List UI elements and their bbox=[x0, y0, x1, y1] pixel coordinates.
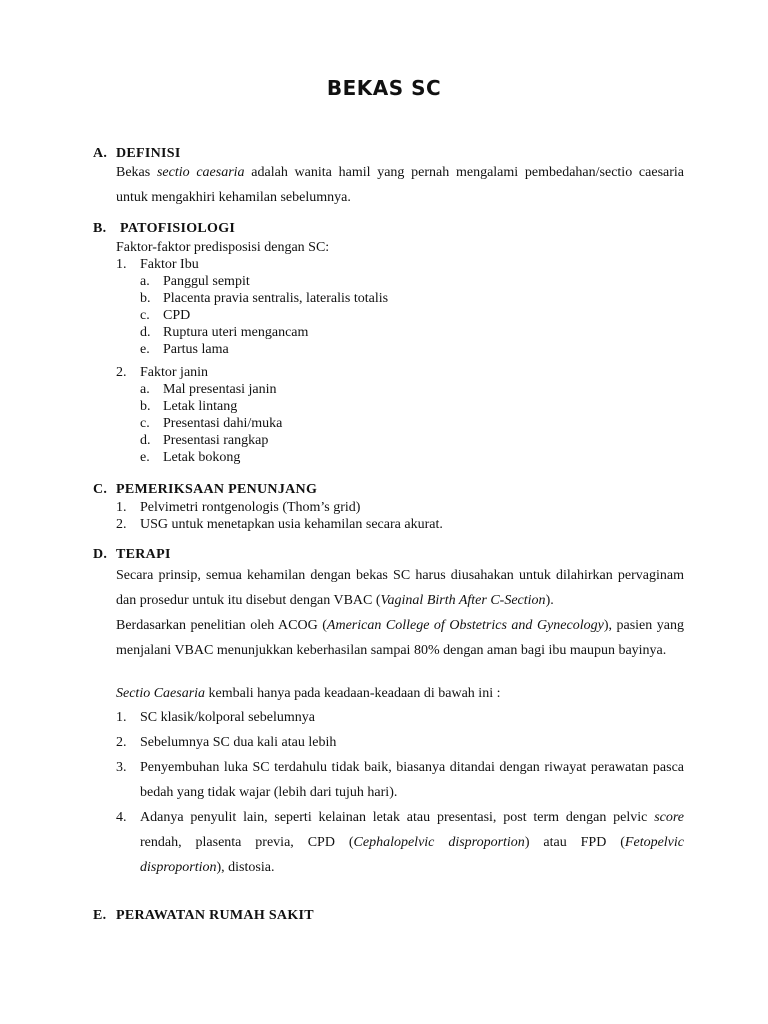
section-e-heading bbox=[93, 908, 314, 924]
list-item: 1. Pelvimetri rontgenologis (Thom’s grid) bbox=[116, 500, 361, 515]
list-item: a. Mal presentasi janin bbox=[140, 382, 277, 397]
list-item: 2. USG untuk menetapkan usia kehamilan secara akurat. bbox=[116, 517, 443, 532]
list-item: d. Ruptura uteri mengancam bbox=[140, 325, 309, 340]
section-b-heading bbox=[93, 221, 235, 237]
section-b-group-2 bbox=[116, 364, 684, 466]
section-d-paragraph-3: Sectio Caesaria kembali hanya pada keadaan-keadaan di bawah ini : bbox=[116, 686, 501, 701]
sub-list bbox=[140, 273, 684, 358]
section-d-paragraph-2: Berdasarkan penelitian oleh ACOG (American College of Obstetrics and Gynecology), pasien yang menjalani VBAC menunjukkan keberhasilan sampai 80% dengan aman bagi ibu maupun bayinya. bbox=[116, 618, 684, 658]
list-item: c. CPD bbox=[140, 308, 191, 323]
section-c-heading bbox=[93, 482, 317, 498]
section-a-title: DEFINISI bbox=[116, 146, 181, 161]
list-item: d. Presentasi rangkap bbox=[140, 433, 269, 448]
section-b-group-1 bbox=[116, 256, 684, 358]
list-item: 2. Faktor janin bbox=[116, 365, 209, 380]
list-item: 3. Penyembuhan luka SC terdahulu tidak baik, biasanya ditandai dengan riwayat perawatan pasca bedah yang tidak wajar (lebih dari tujuh hari). bbox=[116, 760, 684, 800]
list-item: a. Panggul sempit bbox=[140, 274, 250, 289]
section-b-title: PATOFISIOLOGI bbox=[120, 221, 236, 236]
list-item: 2. Sebelumnya SC dua kali atau lebih bbox=[116, 735, 337, 750]
section-d-title: TERAPI bbox=[116, 547, 171, 562]
section-d-paragraph-1: Secara prinsip, semua kehamilan dengan bekas SC harus diusahakan untuk dilahirkan pervaginam dan prosedur untuk itu disebut dengan VBAC (Vaginal Birth After C-Section). bbox=[116, 568, 684, 608]
list-item: b. Letak lintang bbox=[140, 399, 238, 414]
section-b-letter: B. bbox=[93, 221, 107, 236]
list-item: 1. SC klasik/kolporal sebelumnya bbox=[116, 710, 315, 725]
section-d-list bbox=[116, 705, 684, 880]
document-title: BEKAS SC bbox=[326, 76, 442, 100]
list-item: 4. Adanya penyulit lain, seperti kelainan letak atau presentasi, post term dengan pelvic score rendah, plasenta previa, CPD (Cephalopelvic disproportion) atau FPD (Fetopelvic disproportion), distosia. bbox=[116, 810, 684, 875]
section-a-paragraph: Bekas sectio caesaria adalah wanita hamil yang pernah mengalami pembedahan/sectio caesaria untuk mengakhiri kehamilan sebelumnya. bbox=[116, 165, 684, 205]
sub-list bbox=[140, 381, 684, 466]
list-item: c. Presentasi dahi/muka bbox=[140, 416, 283, 431]
list-item: e. Partus lama bbox=[140, 342, 229, 357]
list-item: e. Letak bokong bbox=[140, 450, 241, 465]
section-e-letter: E. bbox=[93, 908, 107, 923]
section-d-letter: D. bbox=[93, 547, 108, 562]
section-e-title: PERAWATAN RUMAH SAKIT bbox=[116, 908, 314, 923]
section-c-list bbox=[116, 499, 684, 533]
list-item: b. Placenta pravia sentralis, lateralis totalis bbox=[140, 291, 389, 306]
section-c-letter: C. bbox=[93, 482, 108, 497]
section-b-intro: Faktor-faktor predisposisi dengan SC: bbox=[116, 240, 330, 255]
section-d-heading bbox=[93, 547, 171, 563]
section-a-letter: A. bbox=[93, 146, 108, 161]
list-item: 1. Faktor Ibu bbox=[116, 257, 199, 272]
section-c-title: PEMERIKSAAN PENUNJANG bbox=[116, 482, 318, 497]
